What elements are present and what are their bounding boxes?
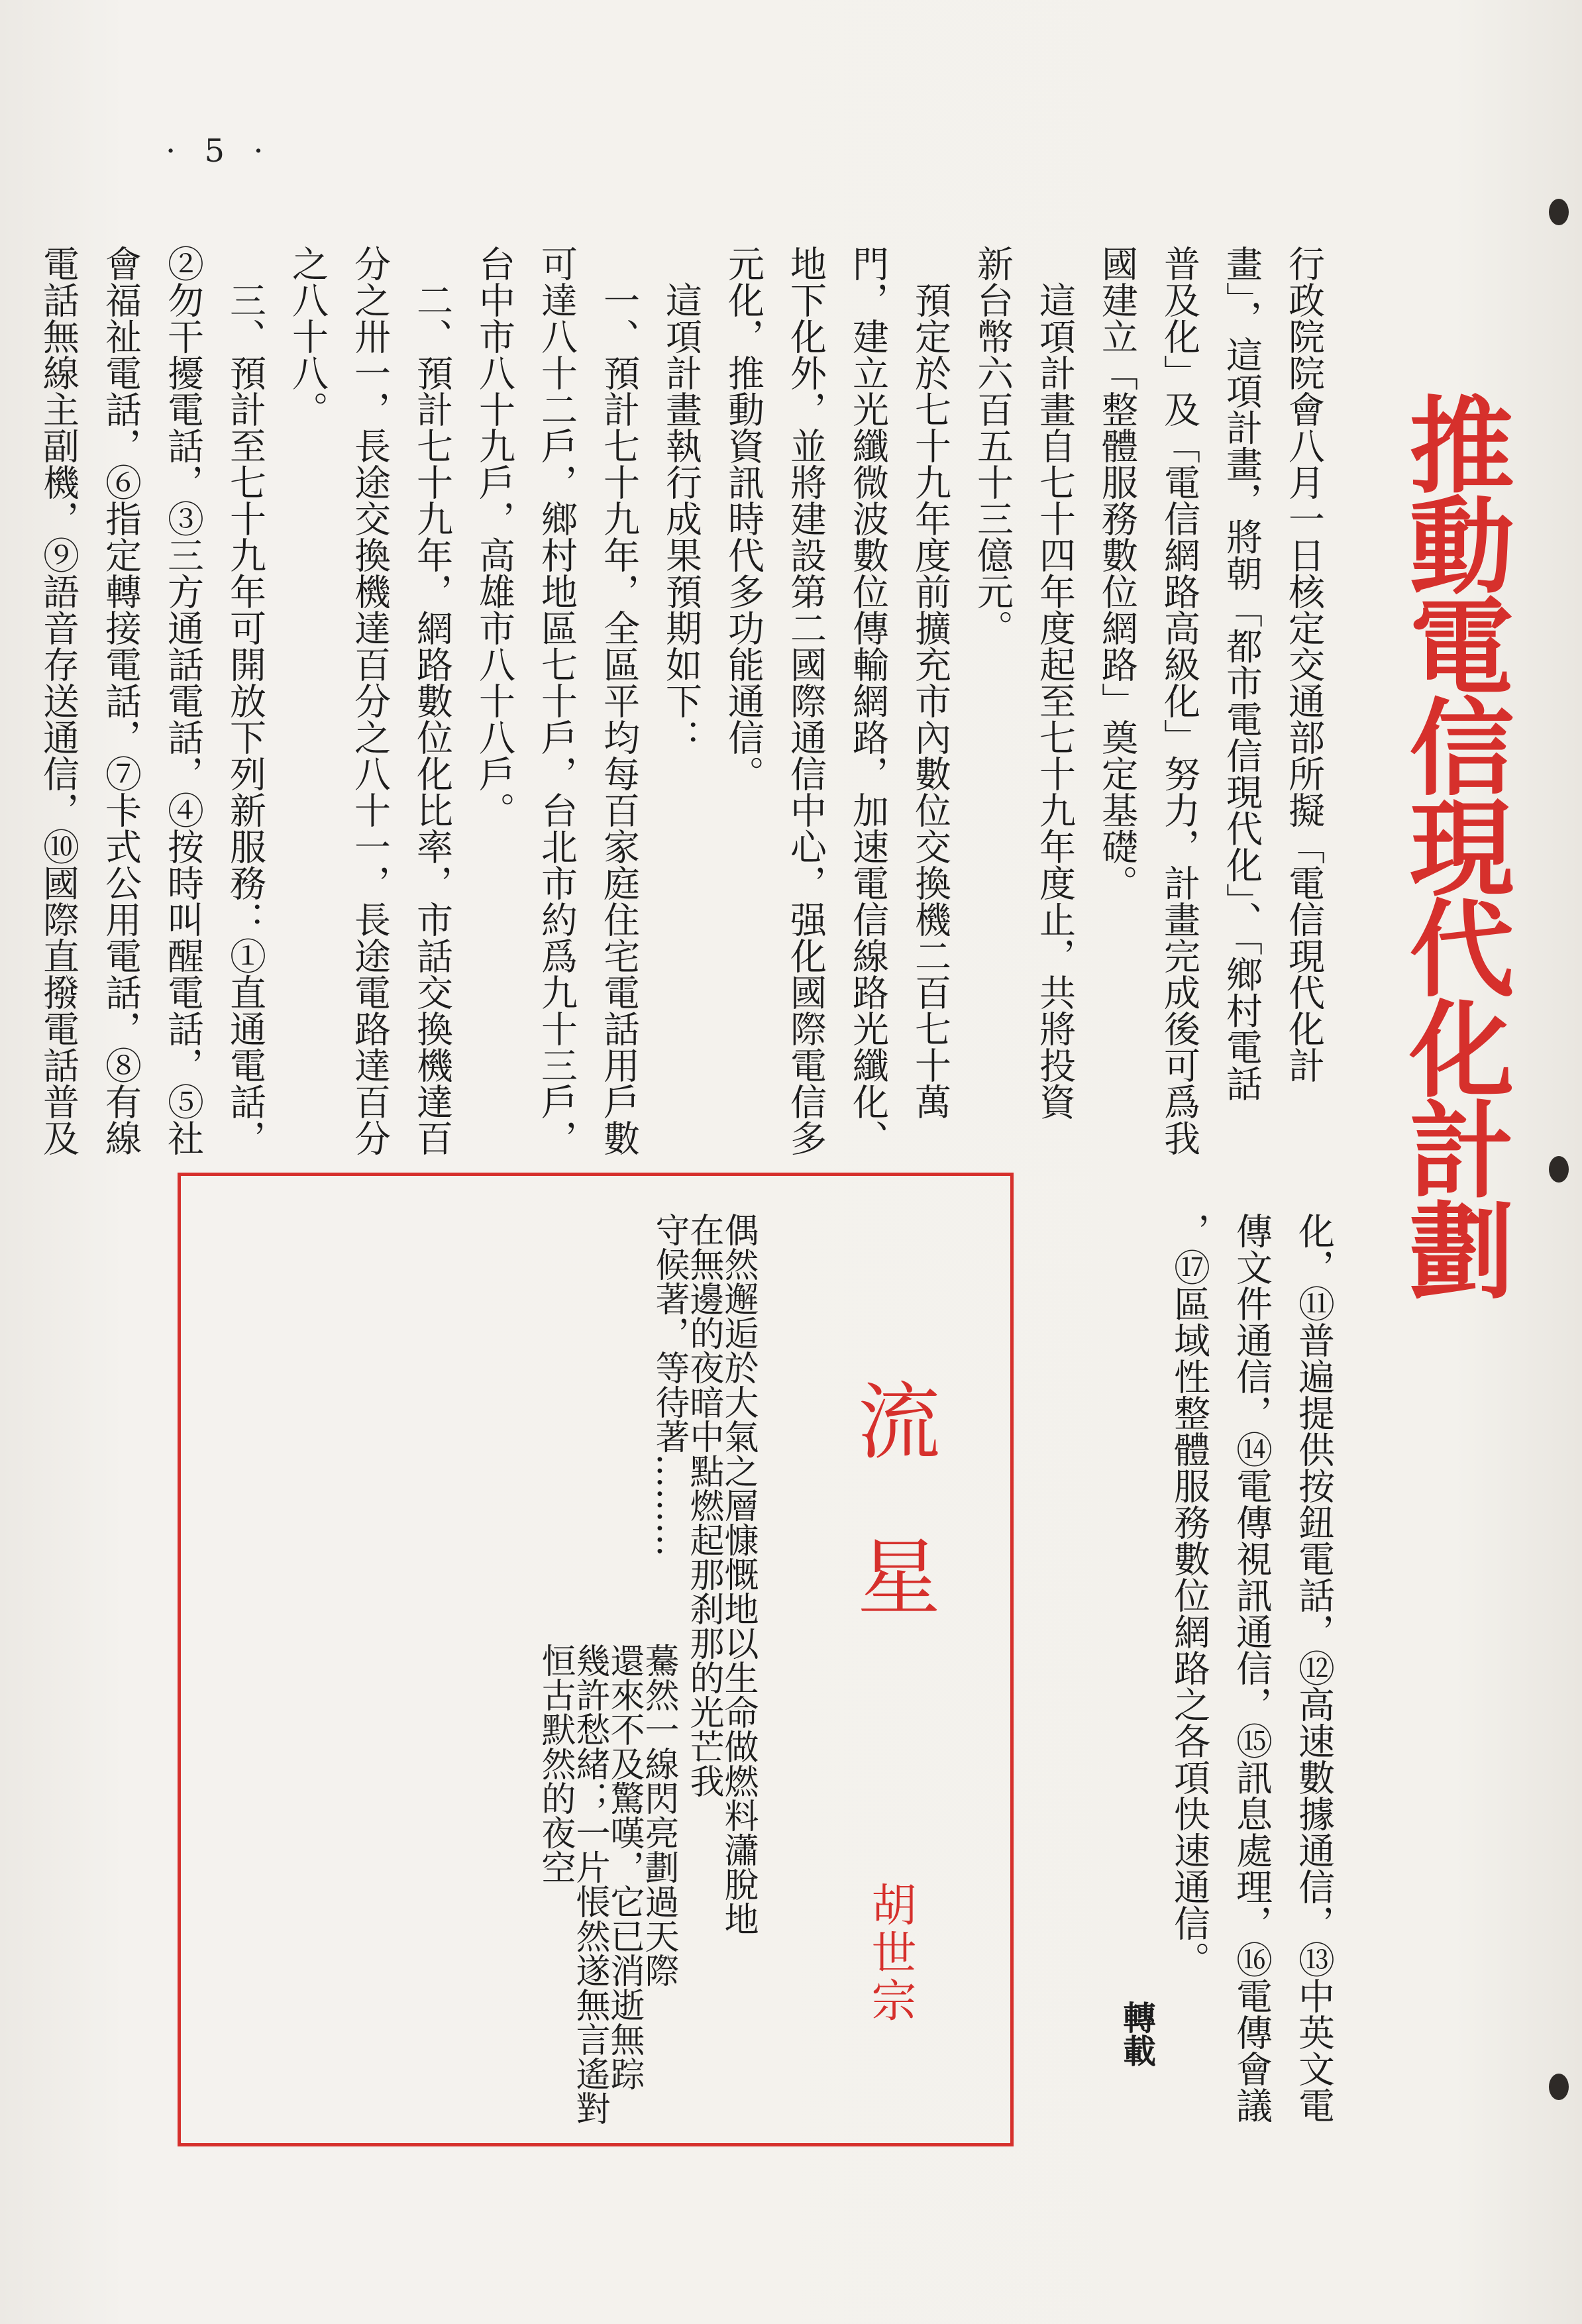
poem-line: 守候著，等待著………	[649, 1212, 689, 1557]
article-body-bottom	[1168, 1212, 1335, 2186]
poem-line: 在無邊的夜暗中	[684, 1212, 723, 1453]
poem-line: 恒古默然的	[535, 1643, 575, 1815]
article-column: 國建立「整體服務數位網路」奠定基礎。	[1096, 245, 1138, 901]
poem-line: 以生命做燃料	[718, 1626, 758, 1832]
article-column: 之八十八。	[286, 245, 329, 427]
binding-hole	[1549, 199, 1569, 225]
poem-line: 無言遙對	[570, 1987, 609, 2125]
article-column: 這項計畫執行成果預期如下：	[660, 245, 702, 755]
article-column: 一、預計七十九年，全區平均每百家庭住宅電話用戶數	[598, 245, 640, 1156]
poem-line: 幾許愁緒；一片悵然	[570, 1643, 609, 1953]
article-column: 這項計畫自七十四年度起至七十九年度止，共將投資	[1033, 245, 1076, 1120]
binding-hole	[1549, 2074, 1569, 2100]
poem-title: 流星	[843, 1378, 939, 1689]
article-title: 推動電信現代化計劃	[1392, 391, 1514, 1297]
poem-lines-bottom	[252, 1643, 676, 2146]
poem-line: 我	[684, 1764, 723, 1798]
poem-line: 瀟脫地	[718, 1832, 758, 1936]
article-column: 二、預計七十九年，網路數位化比率，市話交換機達百	[411, 245, 453, 1156]
poem-author: 胡世宗	[864, 1881, 916, 2025]
article-body-top	[37, 245, 1325, 1159]
article-column: 傳文件通信，⑭電傳視訊通信，⑮訊息處理，⑯電傳會議	[1230, 1212, 1273, 2123]
article-column: 畫」，這項計畫，將朝「都市電信現代化」、「鄉村電話	[1220, 245, 1263, 1102]
page-number: · 5 ·	[166, 132, 273, 170]
article-column: 三、預計至七十九年可開放下列新服務：①直通電話，	[224, 245, 266, 1156]
article-column: 分之卅一，長途交換機達百分之八十一，長途電路達百分	[348, 245, 391, 1156]
article-column: 會福祉電話，⑥指定轉接電話，⑦卡式公用電話，⑧有線	[99, 245, 142, 1156]
poem-line: 邂逅於大氣之層	[718, 1281, 758, 1522]
article-column: 電話無線主副機，⑨語音存送通信，⑩國際直撥電話普及	[37, 245, 79, 1156]
poem-line: 偶然	[718, 1212, 758, 1281]
article-column: 化，⑪普遍提供按鈕電話，⑫高速數據通信，⑬中英文電	[1292, 1212, 1335, 2123]
article-column: 門，建立光纖微波數位傳輸網路，加速電信線路光纖化、	[847, 245, 889, 1156]
article-column: 新台幣六百五十三億元。	[971, 245, 1014, 646]
poem-line: 驀然	[639, 1643, 678, 1712]
binding-hole	[1549, 1156, 1569, 1183]
poem-line: 慷慨地	[718, 1522, 758, 1626]
article-column: 地下化外，並將建設第二國際通信中心，强化國際電信多	[784, 245, 827, 1156]
poem-line: 還來不及驚嘆，它已消逝無踪	[604, 1643, 644, 2091]
poem-line: 一線閃亮劃過天際	[639, 1712, 678, 1987]
article-column: ，⑰區域性整體服務數位網路之各項快速通信。	[1168, 1212, 1210, 1978]
article-column: 行政院院會八月一日核定交通部所擬「電信現代化計	[1283, 245, 1325, 1083]
poem-line: 那刹那的光芒	[684, 1557, 723, 1764]
poem-line: 夜空	[535, 1815, 575, 1884]
article-column: 元化，推動資訊時代多功能通信。	[722, 245, 765, 792]
article-credit: 轉載	[1118, 2001, 1157, 2067]
poem-line: 遂	[570, 1953, 609, 1987]
poem-line: 點燃起	[684, 1453, 723, 1557]
article-column: 普及化」及「電信網路高級化」努力，計畫完成後可爲我	[1158, 245, 1200, 1156]
article-column: 預定於七十九年度前擴充市內數位交換機二百七十萬	[909, 245, 951, 1120]
article-column: 可達八十二戶，鄉村地區七十戶，台北市約爲九十三戶，	[535, 245, 578, 1156]
article-column: ②勿干擾電話，③三方通話電話，④按時叫醒電話，⑤社	[162, 245, 204, 1156]
article-column: 台中市八十九戶，高雄市八十八戶。	[473, 245, 515, 828]
